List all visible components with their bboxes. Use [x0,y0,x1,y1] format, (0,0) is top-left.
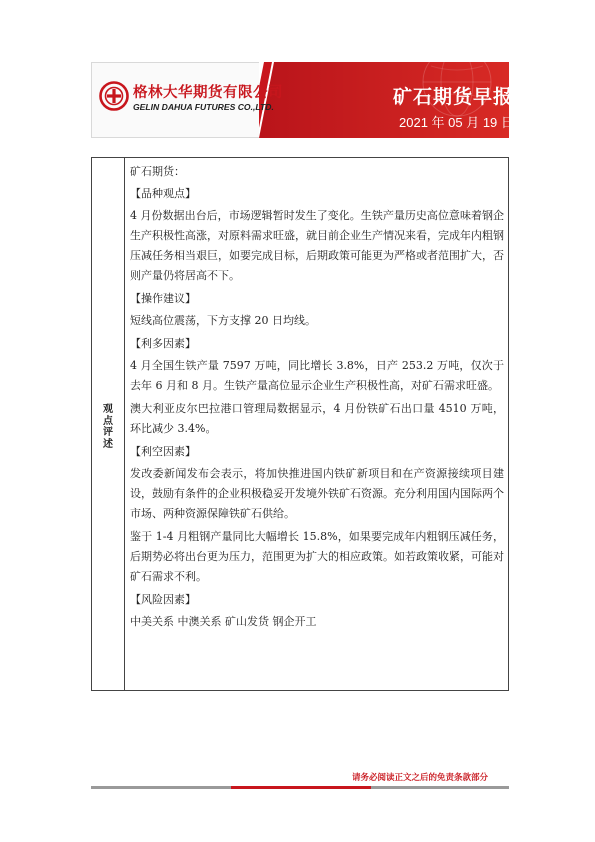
footer-divider [91,786,509,789]
paragraph-bullish-1: 4 月全国生铁产量 7597 万吨，同比增长 3.8%，日产 253.2 万吨，仅次于去年 6 月和 8 月。生铁产量高位显示企业生产积极性高，对矿石需求旺盛。 [130,359,504,392]
heading-bearish-factors: 【利空因素】 [130,445,196,458]
section-label: 观点评述 [103,404,113,450]
paragraph-bearish-2: 鉴于 1-4 月粗钢产量同比大幅增长 15.8%，如果要完成年内粗钢压减任务，后期势必将出台更为压力，范围更为扩大的相应政策。如若政策收紧，可能对矿石需求不利。 [130,530,504,583]
commentary-table [91,157,509,691]
commentary-content [130,162,504,635]
section-label-cell [92,158,125,690]
heading-risk-factors: 【风险因素】 [130,593,196,606]
paragraph-variety-view: 4 月份数据出台后，市场逻辑暂时发生了变化。生铁产量历史高位意味着钢企生产积极性高涨，对原料需求旺盛，就目前企业生产情况来看，完成年内粗钢压减任务相当艰巨，如要完成目标，后期政策可能更为严格或者范围扩大，否则产量仍将居高不下。 [130,209,504,282]
report-header [91,62,514,138]
paragraph-operation-advice: 短线高位震荡，下方支撑 20 日均线。 [130,314,316,327]
paragraph-bullish-2: 澳大利亚皮尔巴拉港口管理局数据显示，4 月份铁矿石出口量 4510 万吨，环比减少 3.4%。 [130,402,504,435]
paragraph-bearish-1: 发改委新闻发布会表示，将加快推进国内铁矿新项目和在产资源接续项目建设，鼓励有条件的企业积极稳妥开发境外铁矿石资源。充分利用国内国际两个市场、两种资源保障铁矿石供给。 [130,467,504,520]
heading-bullish-factors: 【利多因素】 [130,337,196,350]
report-date: 2021 年 05 月 19 日 [399,115,514,130]
disclaimer-note: 请务必阅读正文之后的免责条款部分 [352,773,489,783]
heading-operation-advice: 【操作建议】 [130,292,196,305]
heading-variety-view: 【品种观点】 [130,187,196,200]
gelin-dahua-logo-icon [99,81,129,111]
report-title: 矿石期货早报 [393,86,514,108]
brand-name-en: GELIN DAHUA FUTURES CO.,LTD. [133,102,274,112]
content-intro: 矿石期货： [130,165,185,178]
paragraph-risk-factors: 中美关系 中澳关系 矿山发货 钢企开工 [130,615,317,628]
brand-name-cn: 格林大华期货有限公司 [133,85,283,101]
